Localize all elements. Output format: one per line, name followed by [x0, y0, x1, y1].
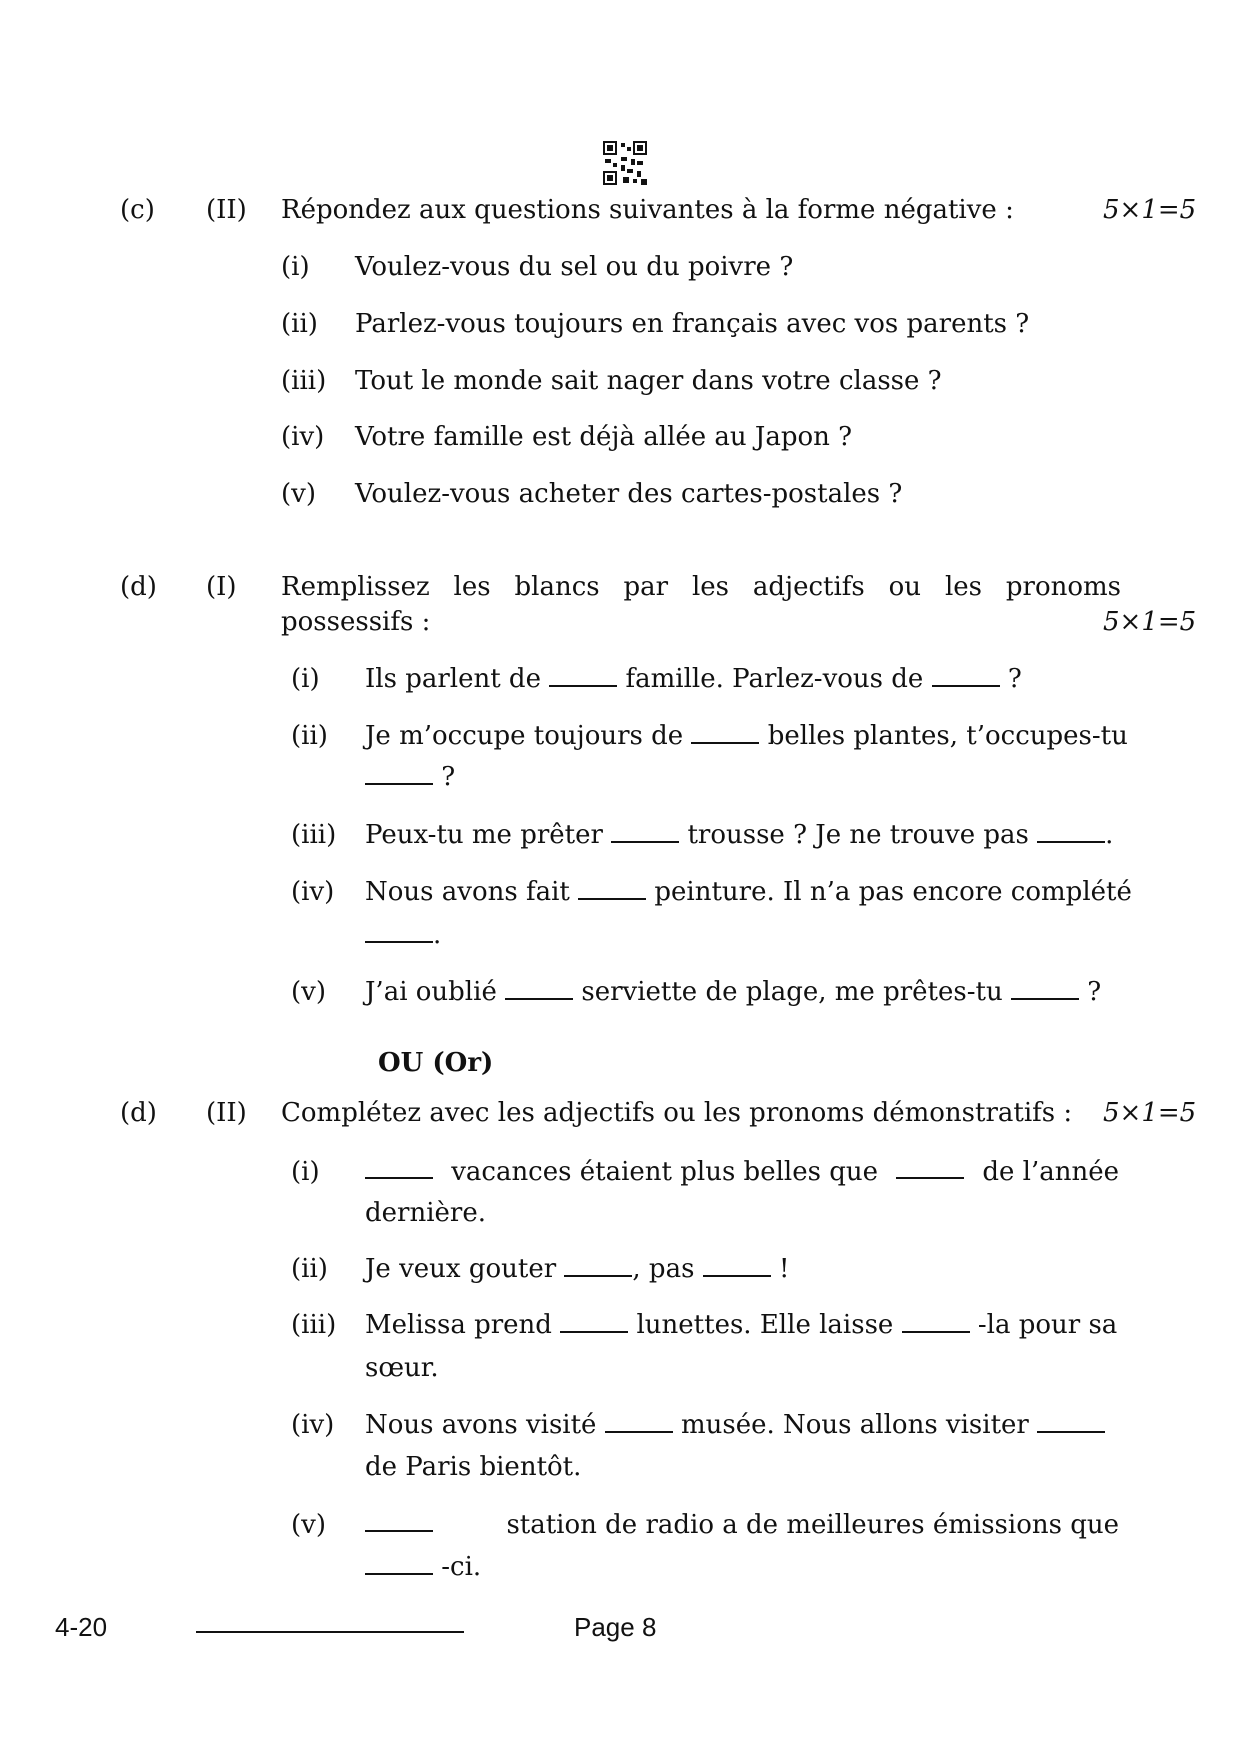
- d1-item-num: (i): [291, 664, 320, 694]
- d1-item-num: (iv): [291, 877, 335, 907]
- blank-line: [549, 665, 617, 687]
- blank-line: [505, 978, 573, 1000]
- d1-item-line-cont: .: [365, 920, 441, 950]
- paper-code: 4-20: [55, 1612, 108, 1642]
- d2-item-num: (iii): [291, 1310, 337, 1340]
- d2-item-line-cont: -ci.: [365, 1552, 481, 1582]
- section-d2-instruction: Complétez avec les adjectifs ou les pronoms démonstratifs :: [281, 1098, 1073, 1128]
- d1-item-line: Ils parlent de famille. Parlez-vous de ?: [365, 664, 1022, 694]
- c-item-text: Voulez-vous acheter des cartes-postales ?: [355, 479, 903, 509]
- blank-line: [932, 665, 1000, 687]
- c-item-num: (ii): [281, 309, 318, 339]
- section-d1-instruction-cont: possessifs :: [281, 607, 431, 637]
- blank-line: [703, 1255, 771, 1277]
- blank-line: [605, 1411, 673, 1433]
- d1-item-line: Peux-tu me prêter trousse ? Je ne trouve pas .: [365, 820, 1114, 850]
- d2-item-num: (iv): [291, 1410, 335, 1440]
- d2-item-num: (i): [291, 1157, 320, 1187]
- blank-line: [365, 1510, 433, 1532]
- section-d1-letter: (d): [120, 572, 157, 602]
- blank-line: [365, 921, 433, 943]
- blank-line: [896, 1157, 964, 1179]
- blank-line: [902, 1311, 970, 1333]
- section-d2-part: (II): [206, 1098, 247, 1128]
- d2-item-line-cont: dernière.: [365, 1198, 486, 1228]
- d2-item-num: (ii): [291, 1254, 328, 1284]
- section-c-instruction: Répondez aux questions suivantes à la forme négative :: [281, 195, 1014, 225]
- d1-item-num: (ii): [291, 721, 328, 751]
- d2-item-line: Je veux gouter , pas !: [365, 1254, 790, 1284]
- blank-line: [560, 1311, 628, 1333]
- d2-item-line-cont: sœur.: [365, 1353, 439, 1383]
- d1-item-num: (v): [291, 977, 326, 1007]
- page-number: Page 8: [574, 1612, 657, 1642]
- d1-item-line: J’ai oublié serviette de plage, me prêtes-tu ?: [365, 977, 1102, 1007]
- d2-item-line: Nous avons visité musée. Nous allons visiter: [365, 1410, 1105, 1440]
- c-item-num: (iv): [281, 422, 325, 452]
- c-item-num: (iii): [281, 366, 327, 396]
- c-item-num: (v): [281, 479, 316, 509]
- blank-line: [1037, 821, 1105, 843]
- or-divider: OU (Or): [378, 1048, 494, 1078]
- c-item-text: Votre famille est déjà allée au Japon ?: [355, 422, 853, 452]
- blank-line: [365, 763, 433, 785]
- section-d1-part: (I): [206, 572, 237, 602]
- d1-item-line-cont: ?: [365, 762, 455, 792]
- blank-line: [1011, 978, 1079, 1000]
- section-d2-marks: 5×1=5: [1103, 1098, 1197, 1128]
- d2-item-line: Melissa prend lunettes. Elle laisse -la pour sa: [365, 1310, 1118, 1340]
- c-item-text: Voulez-vous du sel ou du poivre ?: [355, 252, 794, 282]
- blank-line: [564, 1255, 632, 1277]
- section-c-marks: 5×1=5: [1103, 195, 1197, 225]
- d2-item-num: (v): [291, 1510, 326, 1540]
- blank-line: [1037, 1411, 1105, 1433]
- d2-item-line-cont: de Paris bientôt.: [365, 1452, 582, 1482]
- c-item-num: (i): [281, 252, 310, 282]
- blank-line: [611, 821, 679, 843]
- section-d1-marks: 5×1=5: [1103, 607, 1197, 637]
- d2-item-line: vacances étaient plus belles que de l’année: [365, 1157, 1119, 1187]
- footer-rule: [196, 1631, 464, 1633]
- blank-line: [365, 1553, 433, 1575]
- d1-item-num: (iii): [291, 820, 337, 850]
- d1-item-line: Nous avons fait peinture. Il n’a pas encore complété: [365, 877, 1132, 907]
- c-item-text: Parlez-vous toujours en français avec vos parents ?: [355, 309, 1030, 339]
- d2-item-line: station de radio a de meilleures émissions que: [365, 1510, 1119, 1540]
- section-d1-instruction: Remplissez les blancs par les adjectifs ou les pronoms: [281, 572, 1121, 602]
- section-d2-letter: (d): [120, 1098, 157, 1128]
- d1-item-line: Je m’occupe toujours de belles plantes, t’occupes-tu: [365, 721, 1128, 751]
- c-item-text: Tout le monde sait nager dans votre classe ?: [355, 366, 942, 396]
- section-c-letter: (c): [120, 195, 155, 225]
- blank-line: [578, 878, 646, 900]
- blank-line: [365, 1157, 433, 1179]
- section-c-part: (II): [206, 195, 247, 225]
- qr-code-icon: [603, 141, 647, 185]
- blank-line: [691, 722, 759, 744]
